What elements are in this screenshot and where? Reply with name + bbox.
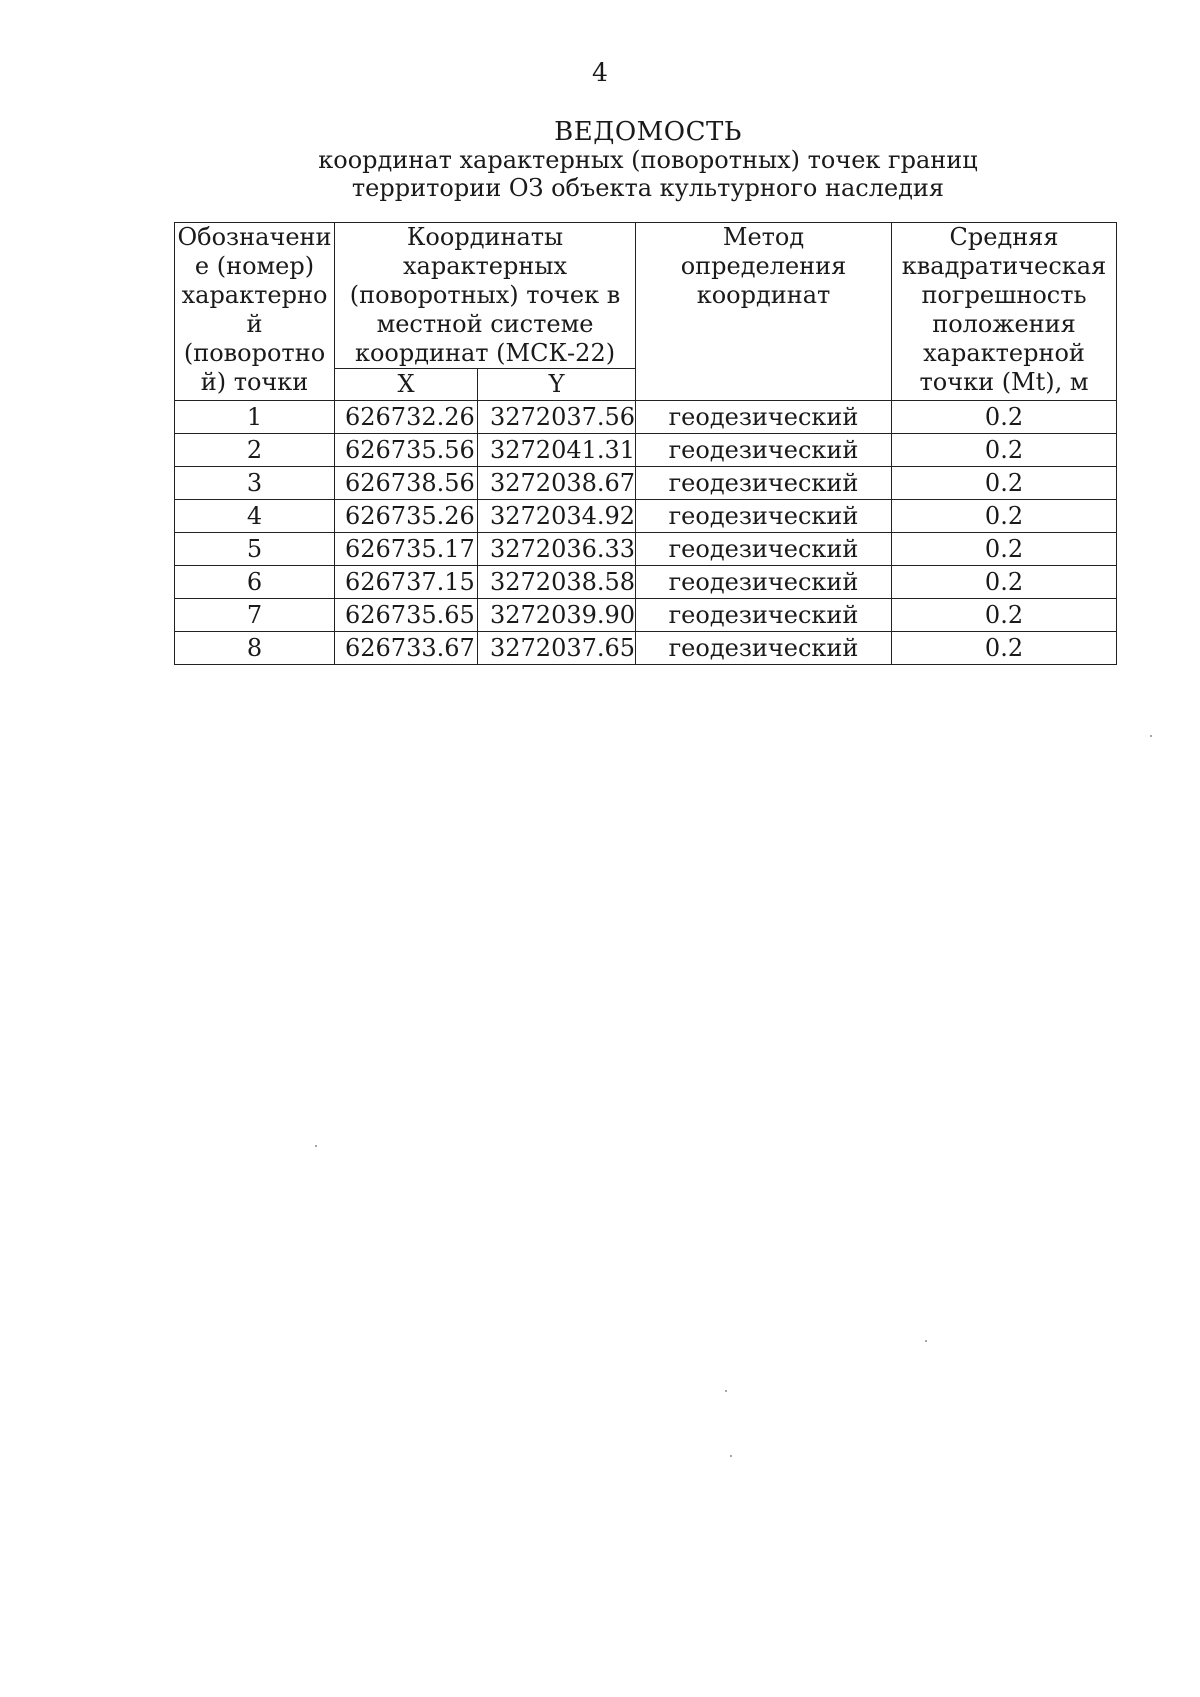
cell-error: 0.2 bbox=[892, 566, 1117, 599]
table-row bbox=[175, 500, 1117, 533]
header-x: X bbox=[335, 369, 478, 401]
table-row bbox=[175, 599, 1117, 632]
header-point-designation: Обозначени е (номер) характерно й (поворотно й) точки bbox=[175, 223, 335, 401]
cell-method: геодезический bbox=[636, 632, 892, 665]
page-number: 4 bbox=[592, 58, 608, 87]
cell-point-number: 2 bbox=[175, 434, 335, 467]
table-row bbox=[175, 434, 1117, 467]
cell-error: 0.2 bbox=[892, 533, 1117, 566]
table-row bbox=[175, 632, 1117, 665]
cell-y: 3272038.58 bbox=[478, 566, 636, 599]
cell-x: 626735.17 bbox=[335, 533, 478, 566]
cell-point-number: 6 bbox=[175, 566, 335, 599]
cell-x: 626735.65 bbox=[335, 599, 478, 632]
table-row bbox=[175, 401, 1117, 434]
cell-method: геодезический bbox=[636, 500, 892, 533]
cell-x: 626738.56 bbox=[335, 467, 478, 500]
cell-method: геодезический bbox=[636, 401, 892, 434]
cell-x: 626735.26 bbox=[335, 500, 478, 533]
table-row bbox=[175, 566, 1117, 599]
cell-point-number: 3 bbox=[175, 467, 335, 500]
scan-speck bbox=[925, 1340, 927, 1342]
cell-point-number: 4 bbox=[175, 500, 335, 533]
document-subtitle bbox=[0, 146, 1200, 202]
cell-method: геодезический bbox=[636, 533, 892, 566]
header-coordinates: Координаты характерных (поворотных) точек в местной системе координат (МСК-22) bbox=[335, 223, 636, 369]
cell-error: 0.2 bbox=[892, 500, 1117, 533]
cell-point-number: 7 bbox=[175, 599, 335, 632]
cell-y: 3272034.92 bbox=[478, 500, 636, 533]
header-method: Метод определения координат bbox=[636, 223, 892, 401]
coordinates-table bbox=[174, 222, 1117, 665]
table-header-row bbox=[175, 223, 1117, 369]
header-mean-square-error: Средняя квадратическая погрешность положения характерной точки (Mt), м bbox=[892, 223, 1117, 401]
cell-error: 0.2 bbox=[892, 434, 1117, 467]
cell-method: геодезический bbox=[636, 566, 892, 599]
cell-error: 0.2 bbox=[892, 632, 1117, 665]
scan-speck bbox=[315, 1145, 317, 1147]
cell-y: 3272039.90 bbox=[478, 599, 636, 632]
cell-method: геодезический bbox=[636, 599, 892, 632]
header-y: Y bbox=[478, 369, 636, 401]
cell-x: 626732.26 bbox=[335, 401, 478, 434]
cell-x: 626735.56 bbox=[335, 434, 478, 467]
cell-method: геодезический bbox=[636, 467, 892, 500]
subtitle-line: территории ОЗ объекта культурного наследия bbox=[351, 174, 945, 202]
cell-error: 0.2 bbox=[892, 599, 1117, 632]
table-row bbox=[175, 467, 1117, 500]
cell-method: геодезический bbox=[636, 434, 892, 467]
cell-y: 3272037.65 bbox=[478, 632, 636, 665]
scan-speck bbox=[730, 1455, 732, 1457]
document-title: ВЕДОМОСТЬ bbox=[554, 117, 742, 147]
cell-point-number: 5 bbox=[175, 533, 335, 566]
cell-error: 0.2 bbox=[892, 401, 1117, 434]
cell-point-number: 1 bbox=[175, 401, 335, 434]
cell-x: 626737.15 bbox=[335, 566, 478, 599]
table-row bbox=[175, 533, 1117, 566]
cell-y: 3272038.67 bbox=[478, 467, 636, 500]
cell-error: 0.2 bbox=[892, 467, 1117, 500]
cell-x: 626733.67 bbox=[335, 632, 478, 665]
cell-y: 3272036.33 bbox=[478, 533, 636, 566]
subtitle-line: координат характерных (поворотных) точек границ bbox=[318, 146, 978, 174]
scan-speck bbox=[725, 1390, 727, 1392]
cell-point-number: 8 bbox=[175, 632, 335, 665]
scan-speck bbox=[1150, 735, 1152, 737]
cell-y: 3272041.31 bbox=[478, 434, 636, 467]
cell-y: 3272037.56 bbox=[478, 401, 636, 434]
